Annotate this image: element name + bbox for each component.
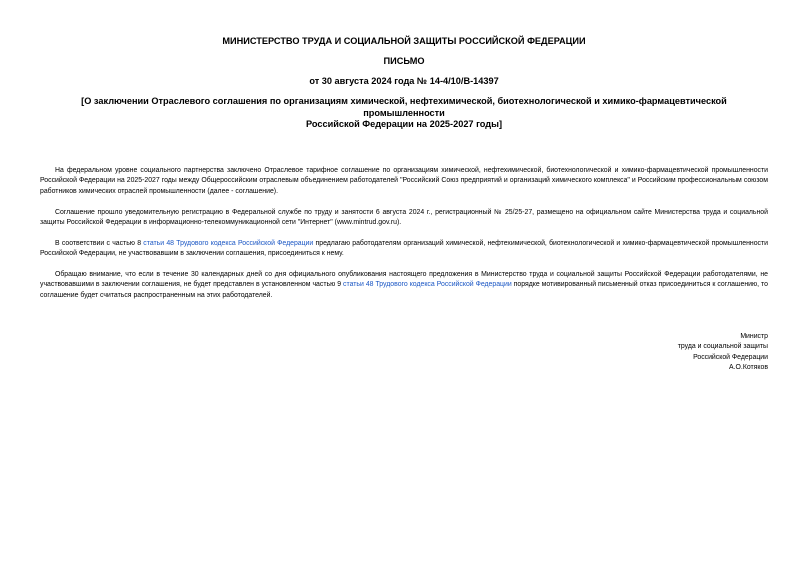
- signature-position-line-3: Российской Федерации: [693, 353, 768, 361]
- paragraph-3-text-before: В соответствии с частью 8: [55, 240, 144, 247]
- paragraph-3-text-after: предлагаю работодателям организаций химической, нефтехимической, биотехнологической и химико-фармацевтической промышленности Российской Федерации, не участвовавшим в заключении соглашения, присоединиться к нему.: [40, 240, 768, 258]
- document-type: ПИСЬМО: [383, 56, 425, 66]
- labor-code-article-48-link[interactable]: статьи 48 Трудового кодекса Российской Федерации: [343, 281, 512, 289]
- paragraph-2: Соглашение прошло уведомительную регистрацию в Федеральной службе по труду и занятости 6 августа 2024 г., регистрационный № 25/25-27, размещено на официальном сайте Министерства труда и социальной защиты Российской Федерации в информационно-телекоммуникационной сети "Интернет" (www.mintrud.gov.ru).: [40, 209, 768, 227]
- paragraph-3: [40, 239, 768, 260]
- document-subject: [40, 96, 768, 131]
- paragraph-4-text-before: Обращаю внимание, что если в течение 30 календарных дней со дня официального опубликования настоящего предложения в Министерство труда и социальной защиты Российской Федерации работодателями, не участвовавшими в заключении соглашения, не будет представлен в установленном частью 9: [40, 271, 768, 289]
- ministry-title: МИНИСТЕРСТВО ТРУДА И СОЦИАЛЬНОЙ ЗАЩИТЫ РОССИЙСКОЙ ФЕДЕРАЦИИ: [222, 36, 586, 46]
- signature-position-line-2: труда и социальной защиты: [677, 343, 768, 351]
- paragraph-4: [40, 270, 768, 301]
- subject-line-2: Российской Федерации на 2025-2027 годы]: [305, 119, 503, 129]
- subject-line-1: [О заключении Отраслевого соглашения по организациям химической, нефтехимической, биотехнологической и химико-фармацевтической промышленности: [81, 96, 727, 118]
- paragraph-1: На федеральном уровне социального партнерства заключено Отраслевое тарифное соглашение по организациям химической, нефтехимической, биотехнологической и химико-фармацевтической промышленности Российской Федерации на 2025-2027 годы между Общероссийским отраслевым объединением работодателей "Российский Союз предприятий и организаций химического комплекса" и Российским профессиональным союзом работников химических отраслей промышленности (далее - соглашение).: [40, 167, 768, 195]
- labor-code-article-48-link[interactable]: статьи 48 Трудового кодекса Российской Федерации: [143, 240, 314, 247]
- document-date-number: от 30 августа 2024 года № 14-4/10/В-14397: [309, 76, 499, 86]
- signatory-name: А.О.Котяков: [729, 363, 768, 371]
- paragraph-4-text-after: порядке мотивированный письменный отказ присоединиться к соглашению, то соглашение будет считаться распространенным на этих работодателей.: [40, 281, 768, 299]
- signature-block: [678, 332, 768, 373]
- signature-position-line-1: Министр: [740, 333, 768, 340]
